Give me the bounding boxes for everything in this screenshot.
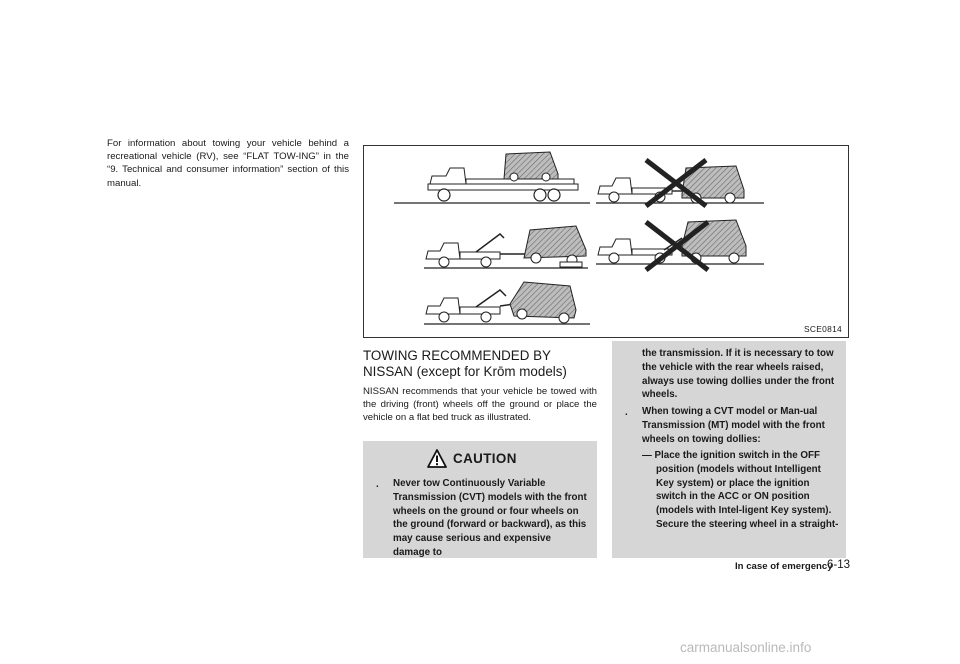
section-title: [363, 348, 613, 379]
caution-sub-item: — Place the ignition switch in the OFF position (models without Intelligent Key system) or place the ignition switch in the ACC or ON position (models with Intel-ligent Key system). Secure the steering wheel in a straight-: [642, 450, 839, 530]
towing-illustration: [363, 145, 849, 338]
footer-section-name: In case of emergency: [735, 561, 833, 572]
prohibited-tow-front-wheels-down: [596, 220, 764, 270]
warning-triangle-icon: [427, 449, 447, 468]
watermark: carmanualsonline.info: [680, 640, 812, 655]
caution-item-1-part2: the transmission. If it is necessary to tow the vehicle with the rear wheels raised, always use towing dollies under the front wheels.: [642, 348, 835, 401]
caution-item-2: When towing a CVT model or Man-ual Transmission (MT) model with the front wheels on towing dollies:: [642, 406, 825, 445]
wheel-lift-front-raised-figure: [424, 282, 590, 324]
caution-label: CAUTION: [453, 451, 517, 466]
section-title-line2: NISSAN (except for Krōm models): [363, 363, 567, 379]
bullet-marker: .: [625, 407, 628, 418]
towing-illustration-drawing: [364, 146, 850, 339]
prohibited-tow-four-wheels: [596, 160, 764, 206]
caution-header: [363, 448, 597, 470]
bullet-marker: .: [376, 479, 379, 490]
caution-box-left: [363, 441, 597, 558]
flatbed-truck-figure: [394, 152, 590, 203]
footer-page-number: 6-13: [827, 559, 851, 571]
caution-item-1-part1: Never tow Continuously Variable Transmission (CVT) models with the front wheels on the ground or four wheels on the ground (forward or backward), as this may cause serious and expensive damage to: [393, 478, 587, 558]
caution-box-right: [612, 341, 846, 558]
intro-paragraph: For information about towing your vehicle behind a recreational vehicle (RV), see “FLAT TOW-ING” in the “9. Technical and consumer information” section of this manual.: [107, 138, 349, 189]
section-body: NISSAN recommends that your vehicle be towed with the driving (front) wheels off the ground or place the vehicle on a flat bed truck as illustrated.: [363, 386, 597, 424]
figure-code: SCE0814: [804, 324, 842, 334]
section-title-line1: TOWING RECOMMENDED BY: [363, 348, 551, 363]
wheel-lift-dolly-figure: [424, 226, 588, 268]
